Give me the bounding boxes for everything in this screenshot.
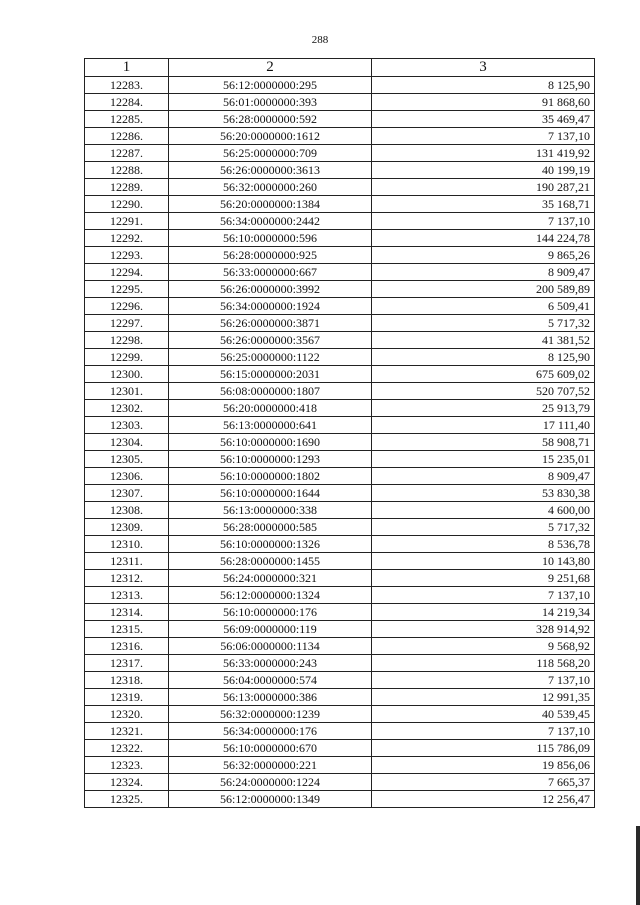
table-row bbox=[85, 485, 595, 502]
cadastral-value: 40 539,45 bbox=[372, 706, 595, 723]
row-number: 12303. bbox=[85, 417, 169, 434]
row-number: 12301. bbox=[85, 383, 169, 400]
row-number: 12286. bbox=[85, 128, 169, 145]
row-number: 12325. bbox=[85, 791, 169, 808]
cadastral-value: 8 125,90 bbox=[372, 349, 595, 366]
cadastral-number: 56:13:0000000:338 bbox=[169, 502, 372, 519]
table-row bbox=[85, 196, 595, 213]
cadastral-value: 131 419,92 bbox=[372, 145, 595, 162]
cadastral-value: 9 865,26 bbox=[372, 247, 595, 264]
row-number: 12314. bbox=[85, 604, 169, 621]
table-row bbox=[85, 230, 595, 247]
cadastral-value: 7 137,10 bbox=[372, 213, 595, 230]
cadastral-value: 35 469,47 bbox=[372, 111, 595, 128]
cadastral-value: 7 137,10 bbox=[372, 672, 595, 689]
row-number: 12313. bbox=[85, 587, 169, 604]
cadastral-number: 56:33:0000000:243 bbox=[169, 655, 372, 672]
row-number: 12292. bbox=[85, 230, 169, 247]
row-number: 12304. bbox=[85, 434, 169, 451]
row-number: 12322. bbox=[85, 740, 169, 757]
cadastral-number: 56:24:0000000:321 bbox=[169, 570, 372, 587]
cadastral-number: 56:28:0000000:1455 bbox=[169, 553, 372, 570]
cadastral-number: 56:06:0000000:1134 bbox=[169, 638, 372, 655]
cadastral-value: 8 909,47 bbox=[372, 468, 595, 485]
cadastral-number: 56:25:0000000:1122 bbox=[169, 349, 372, 366]
table-row bbox=[85, 791, 595, 808]
cadastral-number: 56:10:0000000:1644 bbox=[169, 485, 372, 502]
table-row bbox=[85, 281, 595, 298]
cadastral-value: 15 235,01 bbox=[372, 451, 595, 468]
cadastral-value: 8 909,47 bbox=[372, 264, 595, 281]
cadastral-number: 56:10:0000000:176 bbox=[169, 604, 372, 621]
cadastral-number: 56:24:0000000:1224 bbox=[169, 774, 372, 791]
table-row bbox=[85, 111, 595, 128]
table-row bbox=[85, 298, 595, 315]
cadastral-value: 5 717,32 bbox=[372, 519, 595, 536]
cadastral-value: 7 137,10 bbox=[372, 587, 595, 604]
cadastral-number: 56:32:0000000:260 bbox=[169, 179, 372, 196]
cadastral-value: 115 786,09 bbox=[372, 740, 595, 757]
cadastral-number: 56:12:0000000:1349 bbox=[169, 791, 372, 808]
table-row bbox=[85, 723, 595, 740]
cadastral-value: 7 665,37 bbox=[372, 774, 595, 791]
row-number: 12289. bbox=[85, 179, 169, 196]
cadastral-value: 4 600,00 bbox=[372, 502, 595, 519]
table-row bbox=[85, 128, 595, 145]
table-row bbox=[85, 757, 595, 774]
cadastral-value: 200 589,89 bbox=[372, 281, 595, 298]
table-row bbox=[85, 774, 595, 791]
cadastral-number: 56:09:0000000:119 bbox=[169, 621, 372, 638]
cadastral-number: 56:12:0000000:295 bbox=[169, 77, 372, 94]
cadastral-number: 56:33:0000000:667 bbox=[169, 264, 372, 281]
cadastral-value: 144 224,78 bbox=[372, 230, 595, 247]
row-number: 12291. bbox=[85, 213, 169, 230]
row-number: 12323. bbox=[85, 757, 169, 774]
cadastral-number: 56:01:0000000:393 bbox=[169, 94, 372, 111]
table-row bbox=[85, 689, 595, 706]
cadastral-value-table bbox=[84, 58, 595, 808]
cadastral-number: 56:12:0000000:1324 bbox=[169, 587, 372, 604]
cadastral-number: 56:34:0000000:176 bbox=[169, 723, 372, 740]
table-row bbox=[85, 570, 595, 587]
table-row bbox=[85, 553, 595, 570]
cadastral-number: 56:28:0000000:925 bbox=[169, 247, 372, 264]
cadastral-number: 56:10:0000000:1326 bbox=[169, 536, 372, 553]
row-number: 12310. bbox=[85, 536, 169, 553]
table-row bbox=[85, 706, 595, 723]
row-number: 12283. bbox=[85, 77, 169, 94]
table-row bbox=[85, 366, 595, 383]
cadastral-number: 56:34:0000000:1924 bbox=[169, 298, 372, 315]
table-row bbox=[85, 213, 595, 230]
cadastral-value: 5 717,32 bbox=[372, 315, 595, 332]
table-row bbox=[85, 587, 595, 604]
page-number: 288 bbox=[311, 34, 329, 46]
row-number: 12302. bbox=[85, 400, 169, 417]
table-row bbox=[85, 264, 595, 281]
table-row bbox=[85, 434, 595, 451]
cadastral-number: 56:15:0000000:2031 bbox=[169, 366, 372, 383]
row-number: 12299. bbox=[85, 349, 169, 366]
cadastral-value: 53 830,38 bbox=[372, 485, 595, 502]
cadastral-value: 9 251,68 bbox=[372, 570, 595, 587]
row-number: 12318. bbox=[85, 672, 169, 689]
cadastral-value: 328 914,92 bbox=[372, 621, 595, 638]
table-row bbox=[85, 672, 595, 689]
row-number: 12300. bbox=[85, 366, 169, 383]
row-number: 12294. bbox=[85, 264, 169, 281]
row-number: 12315. bbox=[85, 621, 169, 638]
cadastral-value: 520 707,52 bbox=[372, 383, 595, 400]
table-row bbox=[85, 332, 595, 349]
row-number: 12307. bbox=[85, 485, 169, 502]
cadastral-value: 35 168,71 bbox=[372, 196, 595, 213]
cadastral-value: 7 137,10 bbox=[372, 128, 595, 145]
cadastral-value: 17 111,40 bbox=[372, 417, 595, 434]
table-body bbox=[85, 77, 595, 808]
cadastral-number: 56:25:0000000:709 bbox=[169, 145, 372, 162]
row-number: 12324. bbox=[85, 774, 169, 791]
header-row bbox=[85, 59, 595, 77]
cadastral-value: 41 381,52 bbox=[372, 332, 595, 349]
cadastral-number: 56:10:0000000:670 bbox=[169, 740, 372, 757]
cadastral-number: 56:32:0000000:1239 bbox=[169, 706, 372, 723]
row-number: 12284. bbox=[85, 94, 169, 111]
cadastral-number: 56:26:0000000:3613 bbox=[169, 162, 372, 179]
table-row bbox=[85, 655, 595, 672]
cadastral-number: 56:20:0000000:1612 bbox=[169, 128, 372, 145]
cadastral-number: 56:10:0000000:1690 bbox=[169, 434, 372, 451]
cadastral-value: 9 568,92 bbox=[372, 638, 595, 655]
cadastral-value: 12 256,47 bbox=[372, 791, 595, 808]
cadastral-number: 56:26:0000000:3992 bbox=[169, 281, 372, 298]
cadastral-number: 56:10:0000000:1802 bbox=[169, 468, 372, 485]
cadastral-number: 56:32:0000000:221 bbox=[169, 757, 372, 774]
cadastral-value: 40 199,19 bbox=[372, 162, 595, 179]
row-number: 12321. bbox=[85, 723, 169, 740]
cadastral-value: 8 536,78 bbox=[372, 536, 595, 553]
cadastral-value: 91 868,60 bbox=[372, 94, 595, 111]
scan-edge-mark bbox=[636, 826, 640, 905]
row-number: 12305. bbox=[85, 451, 169, 468]
cadastral-value: 8 125,90 bbox=[372, 77, 595, 94]
table-row bbox=[85, 77, 595, 94]
cadastral-number: 56:10:0000000:1293 bbox=[169, 451, 372, 468]
cadastral-value: 12 991,35 bbox=[372, 689, 595, 706]
cadastral-number: 56:13:0000000:641 bbox=[169, 417, 372, 434]
row-number: 12296. bbox=[85, 298, 169, 315]
row-number: 12285. bbox=[85, 111, 169, 128]
row-number: 12320. bbox=[85, 706, 169, 723]
row-number: 12298. bbox=[85, 332, 169, 349]
cadastral-number: 56:20:0000000:418 bbox=[169, 400, 372, 417]
cadastral-number: 56:28:0000000:592 bbox=[169, 111, 372, 128]
row-number: 12297. bbox=[85, 315, 169, 332]
row-number: 12316. bbox=[85, 638, 169, 655]
row-number: 12317. bbox=[85, 655, 169, 672]
row-number: 12287. bbox=[85, 145, 169, 162]
cadastral-value: 7 137,10 bbox=[372, 723, 595, 740]
cadastral-number: 56:26:0000000:3871 bbox=[169, 315, 372, 332]
table-row bbox=[85, 383, 595, 400]
table-row bbox=[85, 604, 595, 621]
table-row bbox=[85, 519, 595, 536]
table-row bbox=[85, 145, 595, 162]
table-row bbox=[85, 315, 595, 332]
column-header-1: 1 bbox=[85, 59, 169, 77]
table-row bbox=[85, 468, 595, 485]
row-number: 12290. bbox=[85, 196, 169, 213]
cadastral-number: 56:10:0000000:596 bbox=[169, 230, 372, 247]
row-number: 12309. bbox=[85, 519, 169, 536]
cadastral-value: 10 143,80 bbox=[372, 553, 595, 570]
cadastral-number: 56:26:0000000:3567 bbox=[169, 332, 372, 349]
cadastral-value: 25 913,79 bbox=[372, 400, 595, 417]
row-number: 12288. bbox=[85, 162, 169, 179]
cadastral-number: 56:08:0000000:1807 bbox=[169, 383, 372, 400]
table-row bbox=[85, 162, 595, 179]
table-row bbox=[85, 740, 595, 757]
cadastral-value: 118 568,20 bbox=[372, 655, 595, 672]
cadastral-value: 58 908,71 bbox=[372, 434, 595, 451]
row-number: 12293. bbox=[85, 247, 169, 264]
table-row bbox=[85, 536, 595, 553]
table-header bbox=[85, 59, 595, 77]
cadastral-number: 56:13:0000000:386 bbox=[169, 689, 372, 706]
row-number: 12311. bbox=[85, 553, 169, 570]
cadastral-number: 56:04:0000000:574 bbox=[169, 672, 372, 689]
cadastral-number: 56:28:0000000:585 bbox=[169, 519, 372, 536]
table-row bbox=[85, 349, 595, 366]
cadastral-value: 6 509,41 bbox=[372, 298, 595, 315]
table-row bbox=[85, 621, 595, 638]
row-number: 12312. bbox=[85, 570, 169, 587]
table-row bbox=[85, 247, 595, 264]
cadastral-number: 56:20:0000000:1384 bbox=[169, 196, 372, 213]
cadastral-number: 56:34:0000000:2442 bbox=[169, 213, 372, 230]
table-row bbox=[85, 451, 595, 468]
row-number: 12308. bbox=[85, 502, 169, 519]
row-number: 12295. bbox=[85, 281, 169, 298]
cadastral-value: 675 609,02 bbox=[372, 366, 595, 383]
row-number: 12319. bbox=[85, 689, 169, 706]
table-row bbox=[85, 400, 595, 417]
table-row bbox=[85, 417, 595, 434]
table-row bbox=[85, 179, 595, 196]
column-header-3: 3 bbox=[372, 59, 595, 77]
table-row bbox=[85, 638, 595, 655]
column-header-2: 2 bbox=[169, 59, 372, 77]
cadastral-value: 190 287,21 bbox=[372, 179, 595, 196]
cadastral-value: 14 219,34 bbox=[372, 604, 595, 621]
table-row bbox=[85, 502, 595, 519]
cadastral-value: 19 856,06 bbox=[372, 757, 595, 774]
table-row bbox=[85, 94, 595, 111]
row-number: 12306. bbox=[85, 468, 169, 485]
